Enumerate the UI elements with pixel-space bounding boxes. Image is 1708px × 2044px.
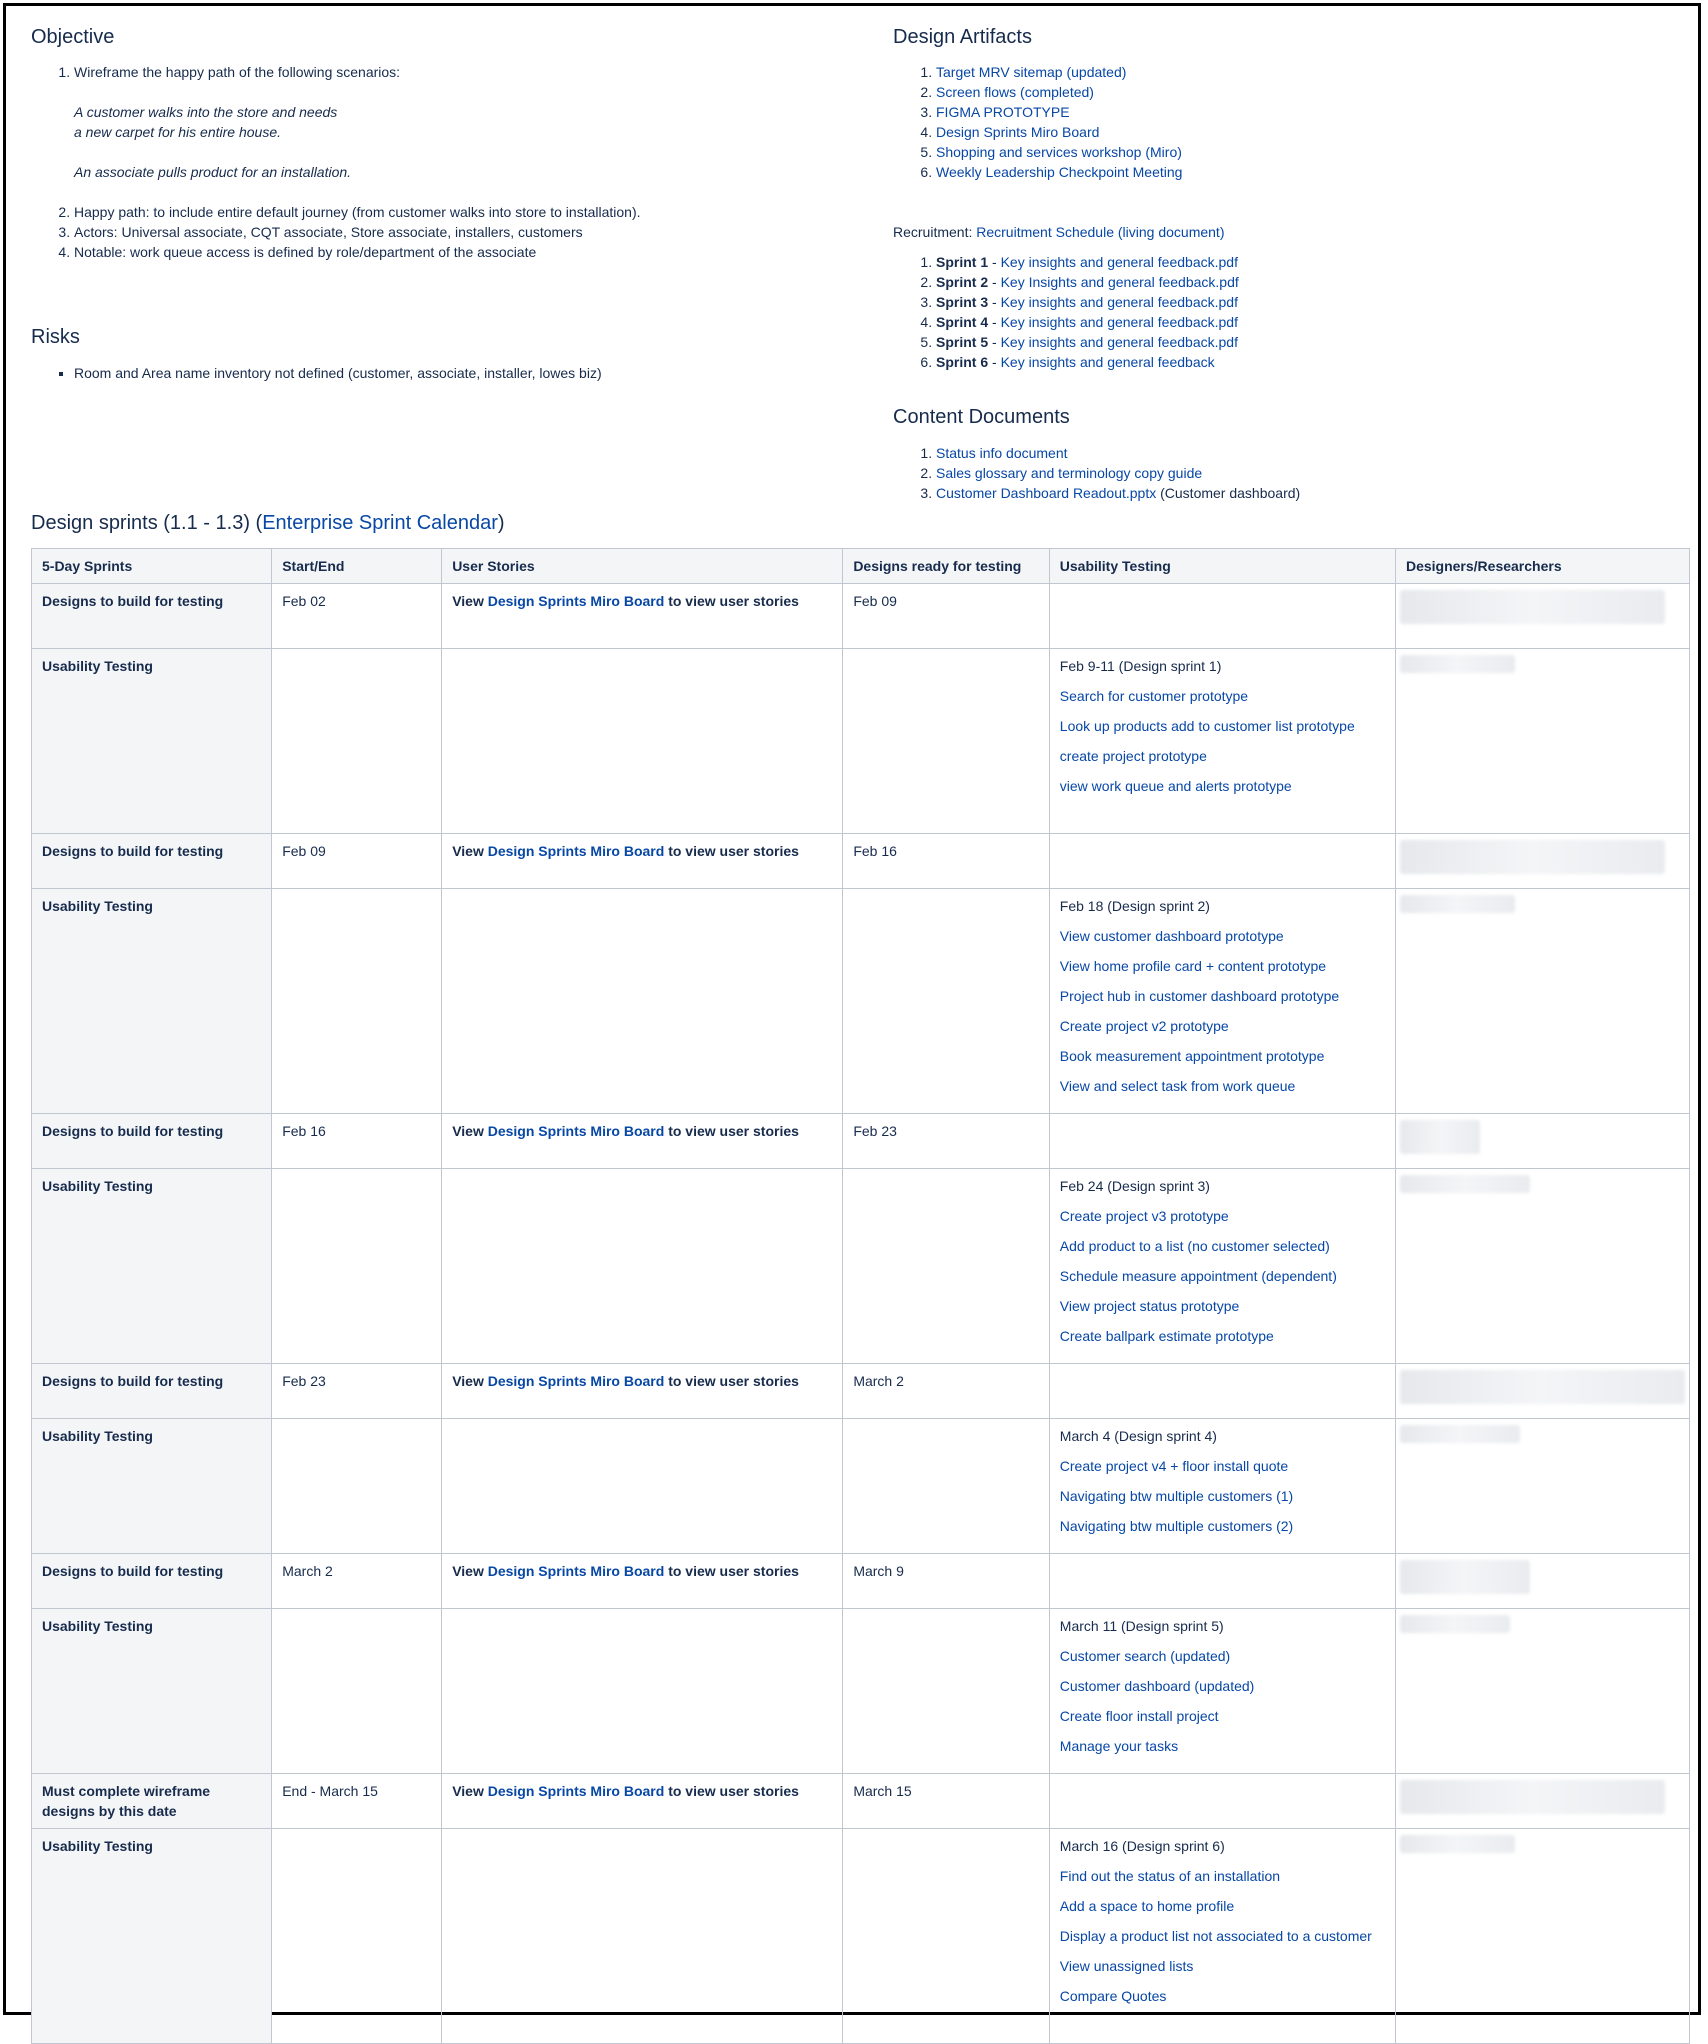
miro-board-link[interactable]: Design Sprints Miro Board xyxy=(487,1123,665,1139)
sprint-sep: - xyxy=(988,254,1001,270)
story-prefix: View xyxy=(452,1783,488,1799)
story-prefix: View xyxy=(452,593,488,609)
prototype-link[interactable]: Schedule measure appointment (dependent) xyxy=(1059,1268,1337,1284)
page-frame xyxy=(3,3,1701,2015)
testing-session-heading: March 11 (Design sprint 5) xyxy=(1059,1618,1224,1634)
designers-cell xyxy=(1395,1169,1689,1364)
user-stories-cell xyxy=(442,1419,843,1554)
usability-testing-cell xyxy=(1049,1364,1395,1419)
story-prefix: View xyxy=(452,1123,488,1139)
col-header: Designers/Researchers xyxy=(1395,549,1689,584)
table-row xyxy=(32,1554,1690,1609)
col-header: User Stories xyxy=(442,549,843,584)
ready-date-cell xyxy=(843,1419,1049,1554)
design-sprints-heading xyxy=(31,512,505,535)
prototype-link[interactable]: Display a product list not associated to a customer xyxy=(1059,1928,1372,1944)
sprint-feedback-list xyxy=(896,252,1696,372)
artifact-link-figma[interactable]: FIGMA PROTOTYPE xyxy=(936,104,1070,120)
table-row xyxy=(32,1114,1690,1169)
table-row xyxy=(32,1829,1690,2044)
row-label: Must complete wireframe designs by this date xyxy=(32,1774,272,1829)
sprint-feedback-item xyxy=(936,252,1696,272)
start-end-cell: March 2 xyxy=(272,1554,442,1609)
prototype-link[interactable]: Navigating btw multiple customers (1) xyxy=(1059,1488,1294,1504)
artifact-link-miro-board[interactable]: Design Sprints Miro Board xyxy=(936,124,1100,140)
prototype-link[interactable]: view work queue and alerts prototype xyxy=(1059,778,1292,794)
row-label: Usability Testing xyxy=(32,1829,272,2044)
design-sprints-title: Design sprints (1.1 - 1.3) ( xyxy=(31,512,263,534)
ready-date-cell: March 15 xyxy=(843,1774,1049,1829)
testing-session-heading: March 4 (Design sprint 4) xyxy=(1059,1428,1217,1444)
objective-item-4: 4. Notable: work queue access is defined by role/department of the associate xyxy=(74,242,854,262)
user-stories-cell xyxy=(442,1114,843,1169)
user-stories-cell xyxy=(442,1554,843,1609)
prototype-link[interactable]: Find out the status of an installation xyxy=(1059,1868,1281,1884)
objective-item-1-label: Wireframe the happy path of the following scenarios: xyxy=(74,64,401,80)
story-suffix: to view user stories xyxy=(664,593,799,609)
sprint-sep: - xyxy=(988,294,1001,310)
artifact-link-sitemap[interactable]: Target MRV sitemap (updated) xyxy=(936,64,1127,80)
designers-cell xyxy=(1395,584,1689,649)
start-end-cell xyxy=(272,889,442,1114)
user-stories-cell xyxy=(442,834,843,889)
sprint-name: Sprint 3 xyxy=(936,294,989,310)
recruitment-line xyxy=(893,222,1224,242)
start-end-cell: Feb 02 xyxy=(272,584,442,649)
sprint-feedback-item xyxy=(936,352,1696,372)
table-row xyxy=(32,834,1690,889)
ready-date-cell xyxy=(843,1609,1049,1774)
objective-list xyxy=(34,62,854,262)
col-header: Designs ready for testing xyxy=(843,549,1049,584)
usability-testing-cell xyxy=(1049,1169,1395,1364)
designers-cell xyxy=(1395,889,1689,1114)
usability-testing-cell xyxy=(1049,1114,1395,1169)
sprint-4-feedback-link[interactable]: Key insights and general feedback.pdf xyxy=(1000,314,1238,330)
designers-cell xyxy=(1395,1829,1689,2044)
prototype-link[interactable]: Create project v4 + floor install quote xyxy=(1059,1458,1289,1474)
redacted-name-blur xyxy=(1400,1560,1530,1594)
sprint-feedback-item xyxy=(936,312,1696,332)
enterprise-sprint-calendar-link[interactable]: Enterprise Sprint Calendar xyxy=(262,512,498,534)
row-label: Designs to build for testing xyxy=(32,1364,272,1419)
designers-cell xyxy=(1395,1114,1689,1169)
prototype-link[interactable]: Look up products add to customer list prototype xyxy=(1059,718,1355,734)
user-stories-cell xyxy=(442,1774,843,1829)
scenario-1-line-2: a new carpet for his entire house. xyxy=(74,124,282,140)
prototype-link[interactable]: Create project v2 prototype xyxy=(1059,1018,1229,1034)
col-header: Usability Testing xyxy=(1049,549,1395,584)
story-suffix: to view user stories xyxy=(664,1123,799,1139)
sprint-3-feedback-link[interactable]: Key insights and general feedback.pdf xyxy=(1000,294,1238,310)
artifact-link-leadership-meeting[interactable]: Weekly Leadership Checkpoint Meeting xyxy=(936,164,1183,180)
design-artifacts-list xyxy=(896,62,1696,182)
prototype-link[interactable]: Add a space to home profile xyxy=(1059,1898,1235,1914)
ready-date-cell: Feb 09 xyxy=(843,584,1049,649)
redacted-name-blur xyxy=(1400,840,1665,874)
miro-board-link[interactable]: Design Sprints Miro Board xyxy=(487,1783,665,1799)
story-prefix: View xyxy=(452,1563,488,1579)
miro-board-link[interactable]: Design Sprints Miro Board xyxy=(487,593,665,609)
objective-item-2: 2. Happy path: to include entire default journey (from customer walks into store to installation). xyxy=(74,202,854,222)
table-row xyxy=(32,1364,1690,1419)
designers-cell xyxy=(1395,1609,1689,1774)
user-stories-cell xyxy=(442,584,843,649)
risk-item: ▪ Room and Area name inventory not defined (customer, associate, installer, lowes biz) xyxy=(74,363,854,383)
start-end-cell: Feb 16 xyxy=(272,1114,442,1169)
redacted-name-blur xyxy=(1400,590,1665,624)
prototype-link[interactable]: View home profile card + content prototype xyxy=(1059,958,1327,974)
risks-list xyxy=(34,363,854,383)
designers-cell xyxy=(1395,1364,1689,1419)
testing-session-heading: March 16 (Design sprint 6) xyxy=(1059,1838,1225,1854)
testing-session-heading: Feb 9-11 (Design sprint 1) xyxy=(1059,658,1222,674)
prototype-link[interactable]: Add product to a list (no customer selected) xyxy=(1059,1238,1330,1254)
designers-cell xyxy=(1395,1774,1689,1829)
prototype-link[interactable]: Book measurement appointment prototype xyxy=(1059,1048,1325,1064)
prototype-link[interactable]: Project hub in customer dashboard prototype xyxy=(1059,988,1340,1004)
usability-testing-cell xyxy=(1049,889,1395,1114)
usability-testing-cell xyxy=(1049,834,1395,889)
content-documents-list xyxy=(896,443,1696,503)
usability-testing-cell xyxy=(1049,584,1395,649)
story-prefix: View xyxy=(452,1373,488,1389)
scenario-2: An associate pulls product for an installation. xyxy=(74,164,352,180)
sprint-sep: - xyxy=(988,334,1001,350)
col-header: 5-Day Sprints xyxy=(32,549,272,584)
redacted-name-blur xyxy=(1400,1175,1530,1193)
start-end-cell xyxy=(272,1419,442,1554)
sprint-6-feedback-link[interactable]: Key insights and general feedback xyxy=(1000,354,1215,370)
prototype-link[interactable]: Create ballpark estimate prototype xyxy=(1059,1328,1274,1344)
sprint-name: Sprint 5 xyxy=(936,334,989,350)
sprint-feedback-item xyxy=(936,332,1696,352)
sprint-name: Sprint 6 xyxy=(936,354,989,370)
story-suffix: to view user stories xyxy=(664,1373,799,1389)
sprint-name: Sprint 2 xyxy=(936,274,989,290)
objective-item-1 xyxy=(74,62,854,202)
redacted-name-blur xyxy=(1400,1425,1520,1443)
user-stories-cell xyxy=(442,1364,843,1419)
ready-date-cell: March 9 xyxy=(843,1554,1049,1609)
redacted-name-blur xyxy=(1400,1120,1480,1154)
prototype-link[interactable]: Customer dashboard (updated) xyxy=(1059,1678,1255,1694)
artifact-link-workshop[interactable]: Shopping and services workshop (Miro) xyxy=(936,144,1182,160)
row-label: Usability Testing xyxy=(32,1169,272,1364)
row-label: Usability Testing xyxy=(32,1609,272,1774)
user-stories-cell xyxy=(442,889,843,1114)
start-end-cell: End - March 15 xyxy=(272,1774,442,1829)
miro-board-link[interactable]: Design Sprints Miro Board xyxy=(487,843,665,859)
sprint-sep: - xyxy=(988,314,1001,330)
doc-link-status-info[interactable]: Status info document xyxy=(936,445,1068,461)
objective-item-3: 3. Actors: Universal associate, CQT associate, Store associate, installers, customers xyxy=(74,222,854,242)
artifact-link-screen-flows[interactable]: Screen flows (completed) xyxy=(936,84,1094,100)
scenario-1-line-1: A customer walks into the store and needs xyxy=(74,104,338,120)
miro-board-link[interactable]: Design Sprints Miro Board xyxy=(487,1563,665,1579)
sprint-feedback-item xyxy=(936,292,1696,312)
ready-date-cell xyxy=(843,1829,1049,2044)
ready-date-cell: Feb 23 xyxy=(843,1114,1049,1169)
redacted-name-blur xyxy=(1400,895,1515,913)
recruitment-label: Recruitment: xyxy=(893,224,973,240)
sprint-5-feedback-link[interactable]: Key insights and general feedback.pdf xyxy=(1000,334,1238,350)
user-stories-cell xyxy=(442,1609,843,1774)
prototype-link[interactable]: View and select task from work queue xyxy=(1059,1078,1296,1094)
row-label: Designs to build for testing xyxy=(32,834,272,889)
doc-link-dashboard-readout[interactable]: Customer Dashboard Readout.pptx xyxy=(936,485,1157,501)
sprint-1-feedback-link[interactable]: Key insights and general feedback.pdf xyxy=(1000,254,1238,270)
testing-session-heading: Feb 24 (Design sprint 3) xyxy=(1059,1178,1210,1194)
table-body xyxy=(32,584,1690,2044)
start-end-cell xyxy=(272,649,442,834)
recruitment-schedule-link[interactable]: Recruitment Schedule (living document) xyxy=(976,224,1225,240)
table-row xyxy=(32,1169,1690,1364)
prototype-link[interactable]: Create project v3 prototype xyxy=(1059,1208,1229,1224)
usability-testing-cell xyxy=(1049,1774,1395,1829)
table-header-row xyxy=(32,549,1690,584)
row-label: Usability Testing xyxy=(32,1419,272,1554)
redacted-name-blur xyxy=(1400,1370,1685,1404)
story-suffix: to view user stories xyxy=(664,1783,799,1799)
prototype-link[interactable]: create project prototype xyxy=(1059,748,1207,764)
ready-date-cell xyxy=(843,889,1049,1114)
sprint-sep: - xyxy=(988,274,1001,290)
row-label: Designs to build for testing xyxy=(32,584,272,649)
story-suffix: to view user stories xyxy=(664,843,799,859)
row-label: Designs to build for testing xyxy=(32,1114,272,1169)
row-label: Designs to build for testing xyxy=(32,1554,272,1609)
designers-cell xyxy=(1395,1419,1689,1554)
usability-testing-cell xyxy=(1049,649,1395,834)
doc-suffix: (Customer dashboard) xyxy=(1156,485,1301,501)
usability-testing-cell xyxy=(1049,1609,1395,1774)
table-row xyxy=(32,889,1690,1114)
design-sprints-title-close: ) xyxy=(497,512,505,534)
usability-testing-cell xyxy=(1049,1829,1395,2044)
designers-cell xyxy=(1395,834,1689,889)
table-row xyxy=(32,1609,1690,1774)
col-header: Start/End xyxy=(272,549,442,584)
prototype-link[interactable]: Create floor install project xyxy=(1059,1708,1219,1724)
redacted-name-blur xyxy=(1400,1615,1510,1633)
sprint-feedback-item xyxy=(936,272,1696,292)
table-row xyxy=(32,1419,1690,1554)
ready-date-cell: March 2 xyxy=(843,1364,1049,1419)
prototype-link[interactable]: View customer dashboard prototype xyxy=(1059,928,1284,944)
prototype-link[interactable]: View project status prototype xyxy=(1059,1298,1240,1314)
designers-cell xyxy=(1395,1554,1689,1609)
sprint-sep: - xyxy=(988,354,1001,370)
testing-session-heading: Feb 18 (Design sprint 2) xyxy=(1059,898,1210,914)
prototype-link[interactable]: View unassigned lists xyxy=(1059,1958,1194,1974)
prototype-link[interactable]: Search for customer prototype xyxy=(1059,688,1249,704)
sprint-name: Sprint 1 xyxy=(936,254,989,270)
risks-heading: Risks xyxy=(31,326,80,348)
start-end-cell xyxy=(272,1609,442,1774)
design-sprints-table xyxy=(31,548,1690,2044)
redacted-name-blur xyxy=(1400,1835,1515,1853)
sprint-name: Sprint 4 xyxy=(936,314,989,330)
objective-heading: Objective xyxy=(31,26,115,48)
row-label: Usability Testing xyxy=(32,649,272,834)
prototype-link[interactable]: Compare Quotes xyxy=(1059,1988,1167,2004)
row-label: Usability Testing xyxy=(32,889,272,1114)
redacted-name-blur xyxy=(1400,655,1515,673)
ready-date-cell xyxy=(843,649,1049,834)
table-row xyxy=(32,1774,1690,1829)
start-end-cell: Feb 09 xyxy=(272,834,442,889)
ready-date-cell: Feb 16 xyxy=(843,834,1049,889)
usability-testing-cell xyxy=(1049,1419,1395,1554)
story-suffix: to view user stories xyxy=(664,1563,799,1579)
content-documents-heading: Content Documents xyxy=(893,406,1070,428)
ready-date-cell xyxy=(843,1169,1049,1364)
doc-link-glossary[interactable]: Sales glossary and terminology copy guide xyxy=(936,465,1203,481)
prototype-link[interactable]: Customer search (updated) xyxy=(1059,1648,1231,1664)
user-stories-cell xyxy=(442,649,843,834)
usability-testing-cell xyxy=(1049,1554,1395,1609)
user-stories-cell xyxy=(442,1169,843,1364)
start-end-cell: Feb 23 xyxy=(272,1364,442,1419)
designers-cell xyxy=(1395,649,1689,834)
prototype-link[interactable]: Manage your tasks xyxy=(1059,1738,1179,1754)
design-artifacts-heading: Design Artifacts xyxy=(893,26,1032,48)
table-row xyxy=(32,584,1690,649)
redacted-name-blur xyxy=(1400,1780,1665,1814)
table-row xyxy=(32,649,1690,834)
prototype-link[interactable]: Navigating btw multiple customers (2) xyxy=(1059,1518,1294,1534)
start-end-cell xyxy=(272,1169,442,1364)
sprint-2-feedback-link[interactable]: Key Insights and general feedback.pdf xyxy=(1000,274,1239,290)
start-end-cell xyxy=(272,1829,442,2044)
user-stories-cell xyxy=(442,1829,843,2044)
miro-board-link[interactable]: Design Sprints Miro Board xyxy=(487,1373,665,1389)
story-prefix: View xyxy=(452,843,488,859)
